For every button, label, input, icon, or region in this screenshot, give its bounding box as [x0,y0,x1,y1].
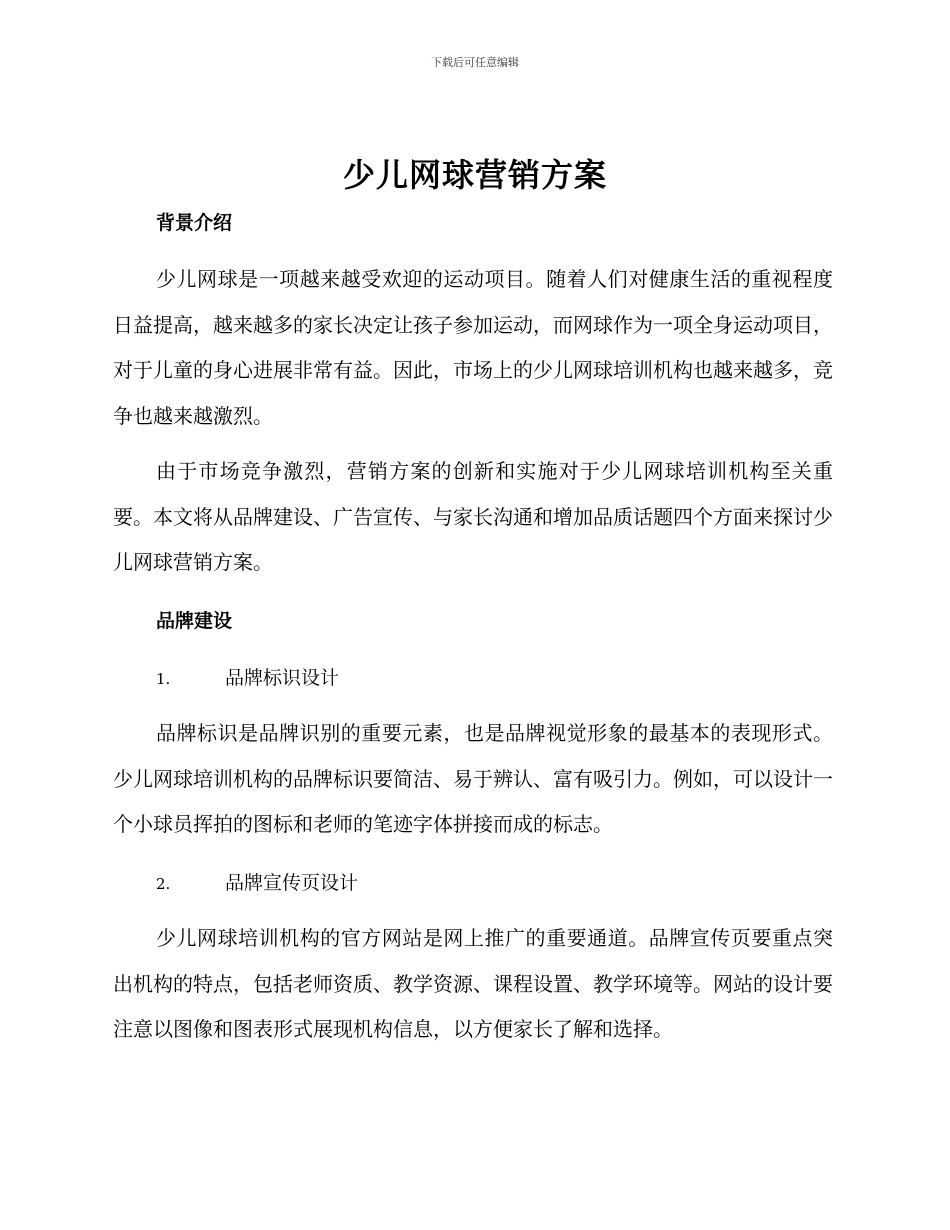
list-number: 2. [156,875,171,893]
document-title: 少儿网球营销方案 [342,156,607,194]
section-heading-brand: 品牌建设 [156,610,233,632]
header-note: 下载后可任意编辑 [431,56,519,69]
section-heading-background: 背景介绍 [156,212,233,234]
background-paragraph-2: 由于市场竞争激烈，营销方案的创新和实施对于少儿网球培训机构至关重要。本文将从品牌建设、广告宣传、与家长沟通和增加品质话题四个方面来探讨少儿网球营销方案。 [113,459,833,574]
list-item-promo-page-design [156,868,358,895]
list-item-label: 品牌宣传页设计 [225,872,359,894]
logo-design-paragraph: 品牌标识是品牌识别的重要元素，也是品牌视觉形象的最基本的表现形式。少儿网球培训机构的品牌标识要简洁、易于辨认、富有吸引力。例如，可以设计一个小球员挥拍的图标和老师的笔迹字体拼接而成的标志。 [113,721,833,836]
list-item-logo-design [156,663,339,690]
promo-page-paragraph: 少儿网球培训机构的官方网站是网上推广的重要通道。品牌宣传页要重点突出机构的特点，包括老师资质、教学资源、课程设置、教学环境等。网站的设计要注意以图像和图表形式展现机构信息，以方便家长了解和选择。 [113,926,833,1041]
background-paragraph-1: 少儿网球是一项越来越受欢迎的运动项目。随着人们对健康生活的重视程度日益提高，越来越多的家长决定让孩子参加运动，而网球作为一项全身运动项目，对于儿童的身心进展非常有益。因此，市场上的少儿网球培训机构也越来越多，竞争也越来越激烈。 [113,267,833,428]
list-number: 1. [156,670,171,688]
list-item-label: 品牌标识设计 [225,667,340,689]
